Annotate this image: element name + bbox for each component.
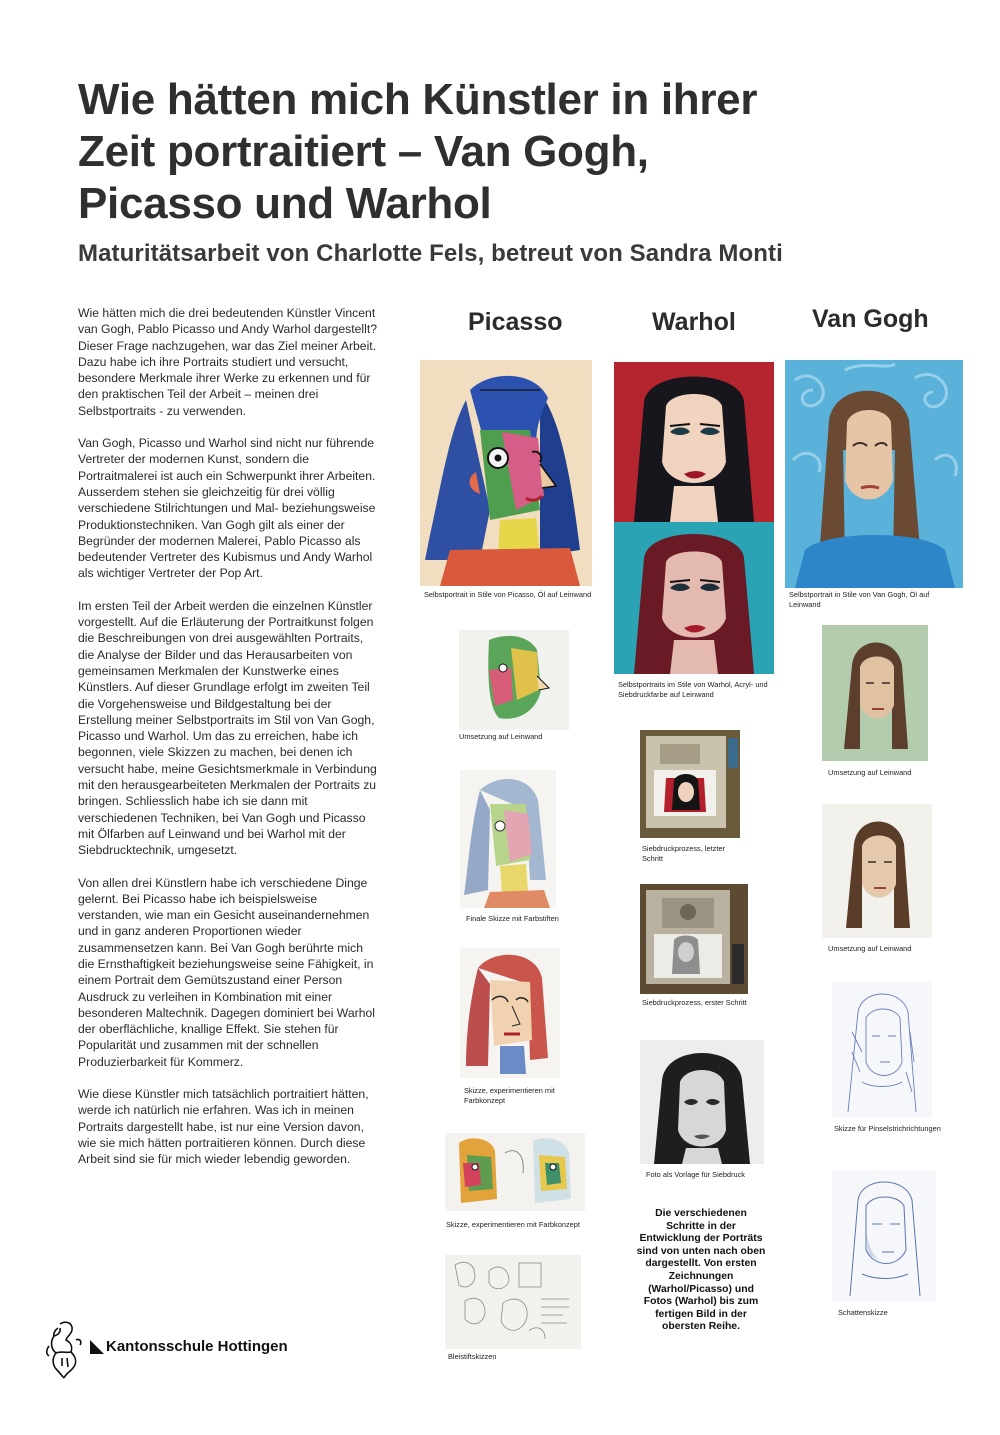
picasso-final-sketch (460, 770, 556, 908)
caption: Selbstportraits im Stile von Warhol, Acryl- und Siebdruckfarbe auf Leinwand (618, 680, 768, 699)
caption: Selbstportrait in Stile von Picasso, Öl auf Leinwand (424, 590, 592, 599)
picasso-sketch-2 (445, 1133, 585, 1211)
picasso-canvas-photo (459, 630, 569, 730)
warhol-screenprint-last (640, 730, 740, 838)
caption: Siebdruckprozess, letzter Schritt (642, 844, 725, 863)
page-title (78, 74, 938, 230)
caption: Umsetzung auf Leinwand (828, 944, 912, 953)
picasso-pencil-sketches (445, 1255, 581, 1349)
warhol-print-teal (614, 522, 774, 674)
title-line: Wie hätten mich Künstler in ihrer (78, 75, 758, 124)
column-heading-warhol: Warhol (652, 308, 736, 336)
caption: Skizze, experimentieren mit Farbkonzept (446, 1220, 580, 1229)
caption: Umsetzung auf Leinwand (828, 768, 912, 777)
caption: Selbstportrait in Stile von Van Gogh, Öl auf Leinwand (789, 590, 930, 609)
vangogh-canvas-2 (822, 804, 932, 938)
caption: Skizze für Pinselstrichrichtungen (834, 1124, 941, 1133)
lion-crest-icon (40, 1318, 88, 1382)
caption: Foto als Vorlage für Siebdruck (646, 1170, 746, 1179)
caption: Siebdruckprozess, erster Schritt (642, 998, 747, 1007)
paragraph: Van Gogh, Picasso und Warhol sind nicht nur führende Vertreter der modernen Kunst, sondern die Portraitmalerei ist auch ein Schwerpunkt ihrer Arbeiten. Ausserdem stehen sie gleichzeitig für drei völlig verschiedene Stilrichtungen und Mal- beziehungsweise Produktionstechniken. Van Gogh gilt als einer der Begründer der modernen Malerei, Pablo Picasso als bedeutender Vertreter des Kubismus und Andy Warhol als wichtiger Vertreter der Pop Art. (78, 436, 376, 581)
warhol-photo (640, 1040, 764, 1164)
caption: Umsetzung auf Leinwand (459, 732, 543, 741)
process-note: Die verschiedenen Schritte in der Entwicklung der Porträts sind von unten nach oben dargestellt. Von ersten Zeichnungen (Warhol/Picasso) und Fotos (Warhol) bis zum fertigen Bild in der obersten Reihe. (636, 1208, 766, 1333)
title-line: Picasso und Warhol (78, 179, 492, 228)
caption: Skizze, experimentieren mit Farbkonzept (464, 1086, 555, 1105)
vangogh-main-painting (785, 360, 963, 588)
paragraph: Im ersten Teil der Arbeit werden die einzelnen Künstler vorgestellt. Auf die Erläuterung der Portraitkunst folgen die Beschreibungen von drei ausgewählten Portraits, die Analyse der Bilder und das Herausarbeiten von gemeinsamen Merkmalen der Kunstwerke eines Künstlers. Auf dieser Grundlage erfolgt im zweiten Teil die Vorgehensweise und Bildgestaltung bei der Erstellung meiner Selbstportraits im Stil von Van Gogh, Picasso und Warhol. Um das zu erreichen, habe ich begonnen, viele Skizzen zu machen, bei denen ich versucht habe, meine Gesichtsmerkmale in Verbindung mit den herausgearbeiteten Merkmalen der Portraits zu bringen. Schliesslich habe ich sie dann mit verschiedenen Techniken, bei Van Gogh und Picasso mit Ölfarben auf Leinwand und bei Warhol mit der Siebdrucktechnik, umgesetzt. (78, 598, 377, 858)
title-line: Zeit portraitiert – Van Gogh, (78, 127, 649, 176)
caption: Bleistiftskizzen (448, 1352, 497, 1361)
caption: Schattenskizze (838, 1308, 888, 1317)
warhol-print-red (614, 362, 774, 522)
picasso-main-painting (420, 360, 592, 586)
column-heading-vangogh: Van Gogh (812, 305, 929, 333)
picasso-sketch-1 (460, 948, 560, 1078)
body-text (78, 305, 378, 1184)
column-heading-picasso: Picasso (468, 308, 563, 336)
school-logo (40, 1318, 340, 1382)
paragraph: Von allen drei Künstlern habe ich verschiedene Dinge gelernt. Bei Picasso habe ich beispielsweise verstanden, wie man ein Gesicht auseinandernehmen und in ganz anderen Proportionen wieder zusammensetzen kann. Bei Van Gogh berührte mich die Ernsthaftigkeit beziehungsweise seine Fähigkeit, in einem Portrait dem Gemütszustand einer Person Ausdruck zu verleihen in Kombination mit einer besonderen Maltechnik. Dagegen dominiert bei Warhol der oberflächliche, knallige Effekt. Sie stehen für Popularität und zusammen mit der schnellen Produzierbarkeit für Kommerz. (78, 875, 375, 1069)
school-mark-icon (90, 1340, 104, 1354)
paragraph: Wie diese Künstler mich tatsächlich portraitiert hätten, werde ich natürlich nie erfahren. Was ich in meinen Portraits dargestellt habe, ist nur eine Version davon, wie sie mich hätten portraitieren können. Durch diese Arbeit sind sie für mich wieder lebendig geworden. (78, 1087, 369, 1167)
paragraph: Wie hätten mich die drei bedeutenden Künstler Vincent van Gogh, Pablo Picasso und Andy Warhol dargestellt? Dieser Frage nachzugehen, war das Ziel meiner Arbeit. Dazu habe ich ihre Portraits studiert und versucht, besondere Merkmale ihrer Werke zu erkennen und für den praktischen Teil der Arbeit – meinen drei Selbstportraits - zu verwenden. (78, 306, 377, 418)
vangogh-canvas-1 (822, 625, 928, 761)
vangogh-brush-sketch (832, 982, 932, 1118)
warhol-screenprint-first (640, 884, 748, 994)
school-name: Kantonsschule Hottingen (106, 1338, 288, 1355)
page-subtitle: Maturitätsarbeit von Charlotte Fels, betreut von Sandra Monti (78, 240, 783, 267)
vangogh-shadow-sketch (832, 1170, 936, 1302)
caption: Finale Skizze mit Farbstiften (466, 914, 559, 923)
